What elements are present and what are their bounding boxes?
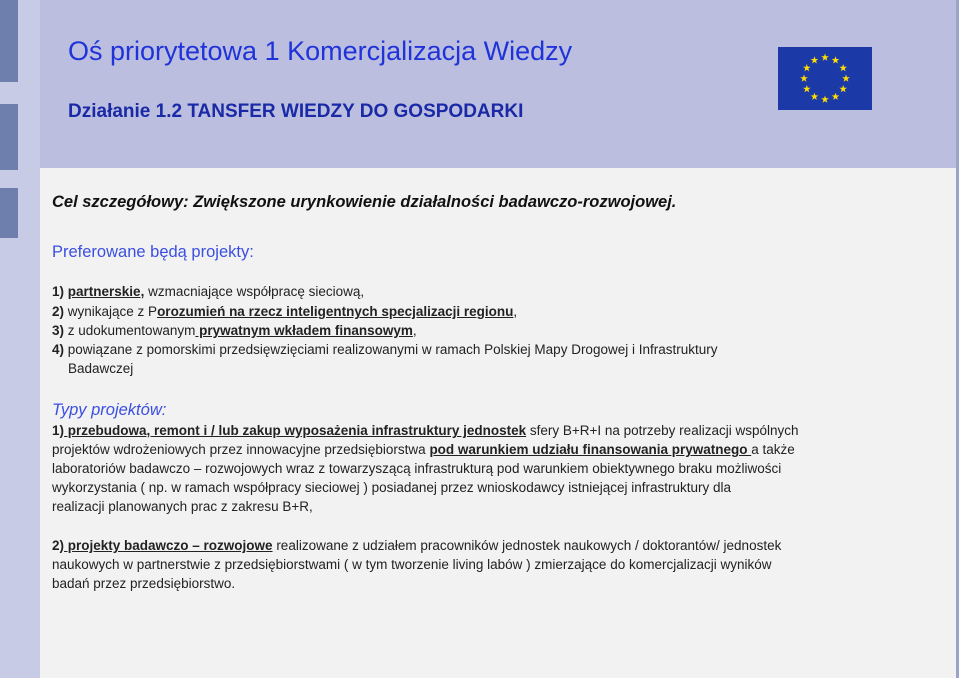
item-number: 2) — [52, 304, 65, 319]
eu-star — [803, 85, 811, 92]
item-number: 3) — [52, 323, 65, 338]
preferred-item-4 — [52, 342, 718, 357]
eu-star — [811, 56, 819, 63]
item-number: 2) — [52, 538, 65, 553]
preferred-item-1 — [52, 284, 364, 299]
eu-star — [803, 64, 811, 71]
eu-flag-stars — [778, 47, 872, 110]
type-2-line-1 — [52, 538, 781, 553]
eu-star — [821, 54, 829, 61]
item-text: realizowane z udziałem pracowników jednostek naukowych / doktorantów/ jednostek — [272, 538, 782, 553]
item-number: 4) — [52, 342, 65, 357]
item-number: 1) — [52, 284, 65, 299]
item-text: wzmacniające współpracę sieciową, — [144, 284, 365, 299]
item-text: sfery B+R+I na potrzeby realizacji wspólnych — [526, 423, 799, 438]
preferred-item-3 — [52, 323, 417, 338]
eu-star — [842, 75, 850, 82]
left-tick — [0, 188, 18, 238]
type-1-line-5: realizacji planowanych prac z zakresu B+R, — [52, 499, 313, 514]
eu-star — [811, 93, 819, 100]
item-text: z udokumentowanym — [64, 323, 196, 338]
page-title: Oś priorytetowa 1 Komercjalizacja Wiedzy — [68, 36, 573, 66]
project-types-heading: Typy projektów: — [52, 401, 167, 419]
item-number: 1) — [52, 423, 65, 438]
eu-star — [832, 56, 840, 63]
item-text: a także — [751, 442, 795, 457]
item-text: , — [412, 323, 417, 338]
eu-star — [800, 75, 808, 82]
type-1-line-3: laboratoriów badawczo – rozwojowych wraz z towarzyszącą infrastrukturą pod warunkiem obiektywnego braku możliwości — [52, 461, 782, 476]
type-1-line-4: wykorzystania ( np. w ramach współpracy sieciowej ) posiadanej przez wnioskodawcy istniejącej infrastruktury dla — [52, 480, 732, 495]
emphasis: partnerskie, — [67, 284, 145, 299]
preferred-item-2 — [52, 304, 517, 319]
emphasis: projekty badawczo – rozwojowe — [64, 538, 273, 553]
left-decorative-stripe — [0, 0, 40, 678]
specific-goal: Cel szczegółowy: Zwiększone urynkowienie działalności badawczo-rozwojowej. — [52, 193, 677, 211]
eu-star — [832, 93, 840, 100]
left-tick — [0, 104, 18, 170]
eu-star — [839, 64, 847, 71]
item-text: powiązane z pomorskimi przedsięwzięciami realizowanymi w ramach Polskiej Mapy Drogowej i Infrastruktury — [64, 342, 718, 357]
emphasis: przebudowa, remont i / lub zakup wyposażenia infrastruktury jednostek — [64, 423, 527, 438]
item-text: wynikające z P — [64, 304, 158, 319]
page-subtitle: Działanie 1.2 TANSFER WIEDZY DO GOSPODARKI — [68, 101, 524, 122]
item-text: , — [513, 304, 518, 319]
eu-flag-icon — [778, 47, 872, 110]
emphasis: orozumień na rzecz inteligentnych specjalizacji regionu — [157, 304, 514, 319]
emphasis: pod warunkiem udziału finansowania prywatnego — [429, 442, 752, 457]
type-1-line-2 — [52, 442, 795, 457]
item-text: projektów wdrożeniowych przez innowacyjne przedsiębiorstwa — [52, 442, 430, 457]
eu-star — [821, 96, 829, 103]
left-tick — [0, 0, 18, 82]
type-2-line-2: naukowych w partnerstwie z przedsiębiorstwami ( w tym tworzenie living labów ) zmierzające do komercjalizacji wyników — [52, 557, 772, 572]
preferred-projects-heading: Preferowane będą projekty: — [52, 243, 254, 261]
preferred-item-4-cont: Badawczej — [68, 361, 134, 376]
type-2-line-3: badań przez przedsiębiorstwo. — [52, 576, 236, 591]
type-1-line-1 — [52, 423, 798, 438]
eu-star — [839, 85, 847, 92]
emphasis: prywatnym wkładem finansowym — [195, 323, 413, 338]
